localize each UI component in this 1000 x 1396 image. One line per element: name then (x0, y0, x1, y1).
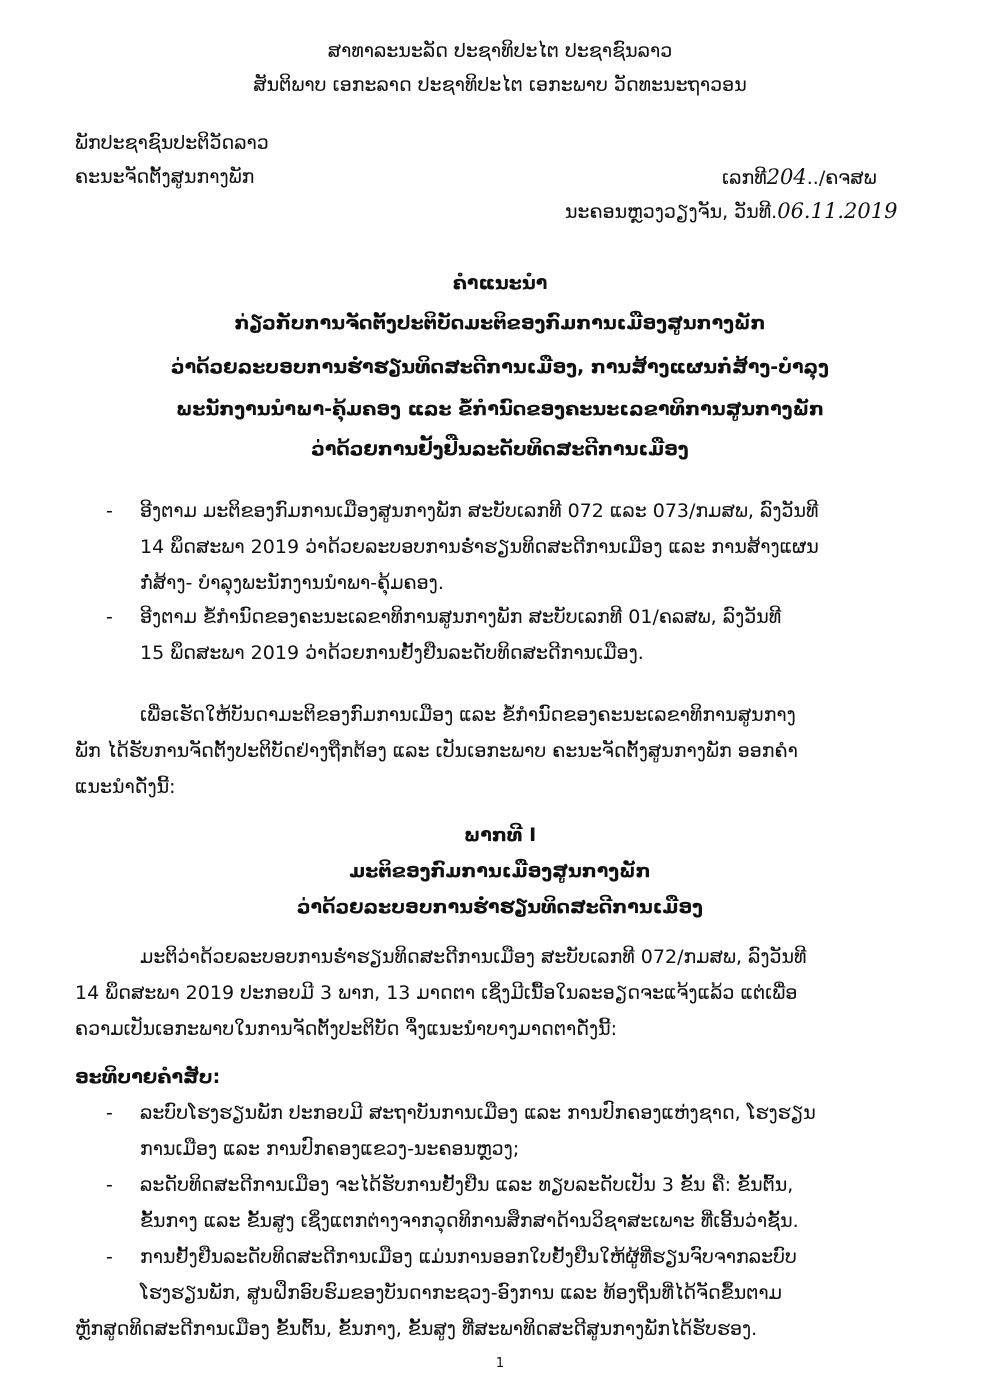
page-number: 1 (495, 1356, 505, 1371)
title-line-4: ວ່າດ້ວຍການຢັ້ງຢືນລະດັບທິດສະດີການເມືອງ (311, 438, 689, 460)
basis-1-line-2: 14 ພຶດສະພາ 2019 ວ່າດ້ວຍລະບອບການຮ່ຳຮຽນທິດສະດີການເມືອງ ແລະ ການສ້າງແຜນ (140, 536, 819, 558)
place-date-label: ນະຄອນຫຼວງວຽງຈັນ, ວັນທີ. (565, 201, 778, 223)
reference-number (722, 162, 877, 193)
title-line-2: ວ່າດ້ວຍລະບອບການຮ່ຳຮຽນທິດສະດີການເມືອງ, ການສ້າງແຜນກໍ່ສ້າງ-ບຳລຸງ (171, 356, 829, 378)
glossary-dash-3: - (106, 1246, 113, 1268)
basis-1-line-3: ກໍ່ສ້າງ- ບຳລຸງພະນັກງານນຳພາ-ຄຸ້ມຄອງ. (140, 572, 444, 594)
glossary-3-line-3: ຫຼັກສູດທິດສະດີການເມືອງ ຂັ້ນຕົ້ນ, ຂັ້ນກາງ, ຂັ້ນສູງ ທີ່ສະພາທິດສະດີສູນກາງພັກໄດ້ຮັບຮອງ. (75, 1318, 758, 1340)
glossary-dash-2: - (106, 1174, 113, 1196)
intro-line-2: ພັກ ໄດ້ຮັບການຈັດຕັ້ງປະຕິບັດຢ່າງຖືກຕ້ອງ ແລະ ເປັນເອກະພາບ ຄະນະຈັດຕັ້ງສູນກາງພັກ ອອກຄຳ (75, 740, 798, 762)
intro-line-3: ແນະນຳດັ່ງນີ້: (75, 776, 176, 798)
part-1-subtitle-2: ວ່າດ້ວຍລະບອບການຮ່ຳຮຽນທິດສະດີການເມືອງ (297, 896, 703, 918)
reference-number-handwritten: 204 (766, 165, 807, 189)
place-date (565, 196, 897, 227)
issuer-committee: ຄະນະຈັດຕັ້ງສູນກາງພັກ (75, 166, 255, 188)
glossary-2-line-1: ລະດັບທິດສະດີການເມືອງ ຈະໄດ້ຮັບການຢັ້ງຢືນ ແລະ ທຽບລະດັບເປັນ 3 ຂັ້ນ ຄື: ຂັ້ນຕົ້ນ, (140, 1174, 794, 1196)
national-motto: ສັນຕິພາບ ເອກະລາດ ປະຊາທິປະໄຕ ເອກະພາບ ວັດທະນະຖາວອນ (253, 74, 747, 96)
basis-dash-1: - (106, 500, 113, 522)
part-1-subtitle-1: ມະຕິຂອງກົມການເມືອງສູນກາງພັກ (349, 860, 651, 882)
glossary-heading: ອະທິບາຍຄຳສັບ: (75, 1066, 221, 1088)
document-title: ຄຳແນະນຳ (452, 272, 548, 294)
basis-2-line-2: 15 ພຶດສະພາ 2019 ວ່າດ້ວຍການຢັ້ງຢືນລະດັບທິດສະດີການເມືອງ. (140, 642, 644, 664)
glossary-3-line-2: ໂຮງຮຽນພັກ, ສູນຝຶກອົບຮົມຂອງບັນດາກະຊວງ-ອົງການ ແລະ ທ້ອງຖິ່ນທີ່ໄດ້ຈັດຂຶ້ນຕາມ (140, 1282, 782, 1304)
basis-1-line-1: ອີງຕາມ ມະຕິຂອງກົມການເມືອງສູນກາງພັກ ສະບັບເລກທີ 072 ແລະ 073/ກມສພ, ລົງວັນທີ (140, 500, 819, 522)
part-1-para-line-1: ມະຕິວ່າດ້ວຍລະບອບການຮ່ຳຮຽນທິດສະດີການເມືອງ ສະບັບເລກທີ 072/ກມສພ, ລົງວັນທີ (140, 946, 807, 968)
glossary-1-line-2: ການເມືອງ ແລະ ການປົກຄອງແຂວງ-ນະຄອນຫຼວງ; (140, 1138, 520, 1160)
intro-line-1: ເພື່ອເຮັດໃຫ້ບັນດາມະຕິຂອງກົມການເມືອງ ແລະ ຂໍ້ກຳນົດຂອງຄະນະເລຂາທິການສູນກາງ (140, 704, 796, 726)
part-1-para-line-2: 14 ພຶດສະພາ 2019 ປະກອບມີ 3 ພາກ, 13 ມາດຕາ ເຊິ່ງມີເນື້ອໃນລະອຽດຈະແຈ້ງແລ້ວ ແຕ່ເພື່ອ (75, 982, 798, 1004)
glossary-2-line-2: ຂັ້ນກາງ ແລະ ຂັ້ນສູງ ເຊິ່ງແຕກຕ່າງຈາກວຸດທິການສຶກສາດ້ານວິຊາສະເພາະ ທີ່ເອີ້ນວ່າຊັ້ນ. (140, 1210, 799, 1232)
reference-number-label: ເລກທີ (722, 167, 767, 189)
date-handwritten: 06.11.2019 (777, 199, 898, 223)
reference-number-suffix: ../ຄຈສພ (806, 167, 877, 189)
basis-2-line-1: ອີງຕາມ ຂໍ້ກຳນົດຂອງຄະນະເລຂາທິການສູນກາງພັກ ສະບັບເລກທີ 01/ຄລສພ, ລົງວັນທີ (140, 606, 782, 628)
issuer-party: ພັກປະຊາຊົນປະຕິວັດລາວ (75, 132, 269, 154)
title-line-1: ກ່ຽວກັບການຈັດຕັ້ງປະຕິບັດມະຕິຂອງກົມການເມືອງສູນກາງພັກ (234, 312, 766, 334)
glossary-1-line-1: ລະບົບໂຮງຮຽນພັກ ປະກອບມີ ສະຖາບັນການເມືອງ ແລະ ການປົກຄອງແຫ່ງຊາດ, ໂຮງຮຽນ (140, 1102, 816, 1124)
glossary-dash-1: - (106, 1102, 113, 1124)
glossary-3-line-1: ການຢັ້ງຢືນລະດັບທິດສະດີການເມືອງ ແມ່ນການອອກໃບຢັ້ງຢືນໃຫ້ຜູ້ທີ່ຮຽນຈົບຈາກລະບົບ (140, 1246, 797, 1268)
republic-name: ສາທາລະນະລັດ ປະຊາທິປະໄຕ ປະຊາຊົນລາວ (327, 40, 673, 62)
part-1-para-line-3: ຄວາມເປັນເອກະພາບໃນການຈັດຕັ້ງປະຕິບັດ ຈຶ່ງແນະນຳບາງມາດຕາດັ່ງນີ້: (75, 1018, 618, 1040)
title-line-3: ພະນັກງານນຳພາ-ຄຸ້ມຄອງ ແລະ ຂໍ້ກຳນົດຂອງຄະນະເລຂາທິການສູນກາງພັກ (175, 398, 825, 420)
part-1-heading: ພາກທີ I (463, 824, 537, 846)
basis-dash-2: - (106, 606, 113, 628)
